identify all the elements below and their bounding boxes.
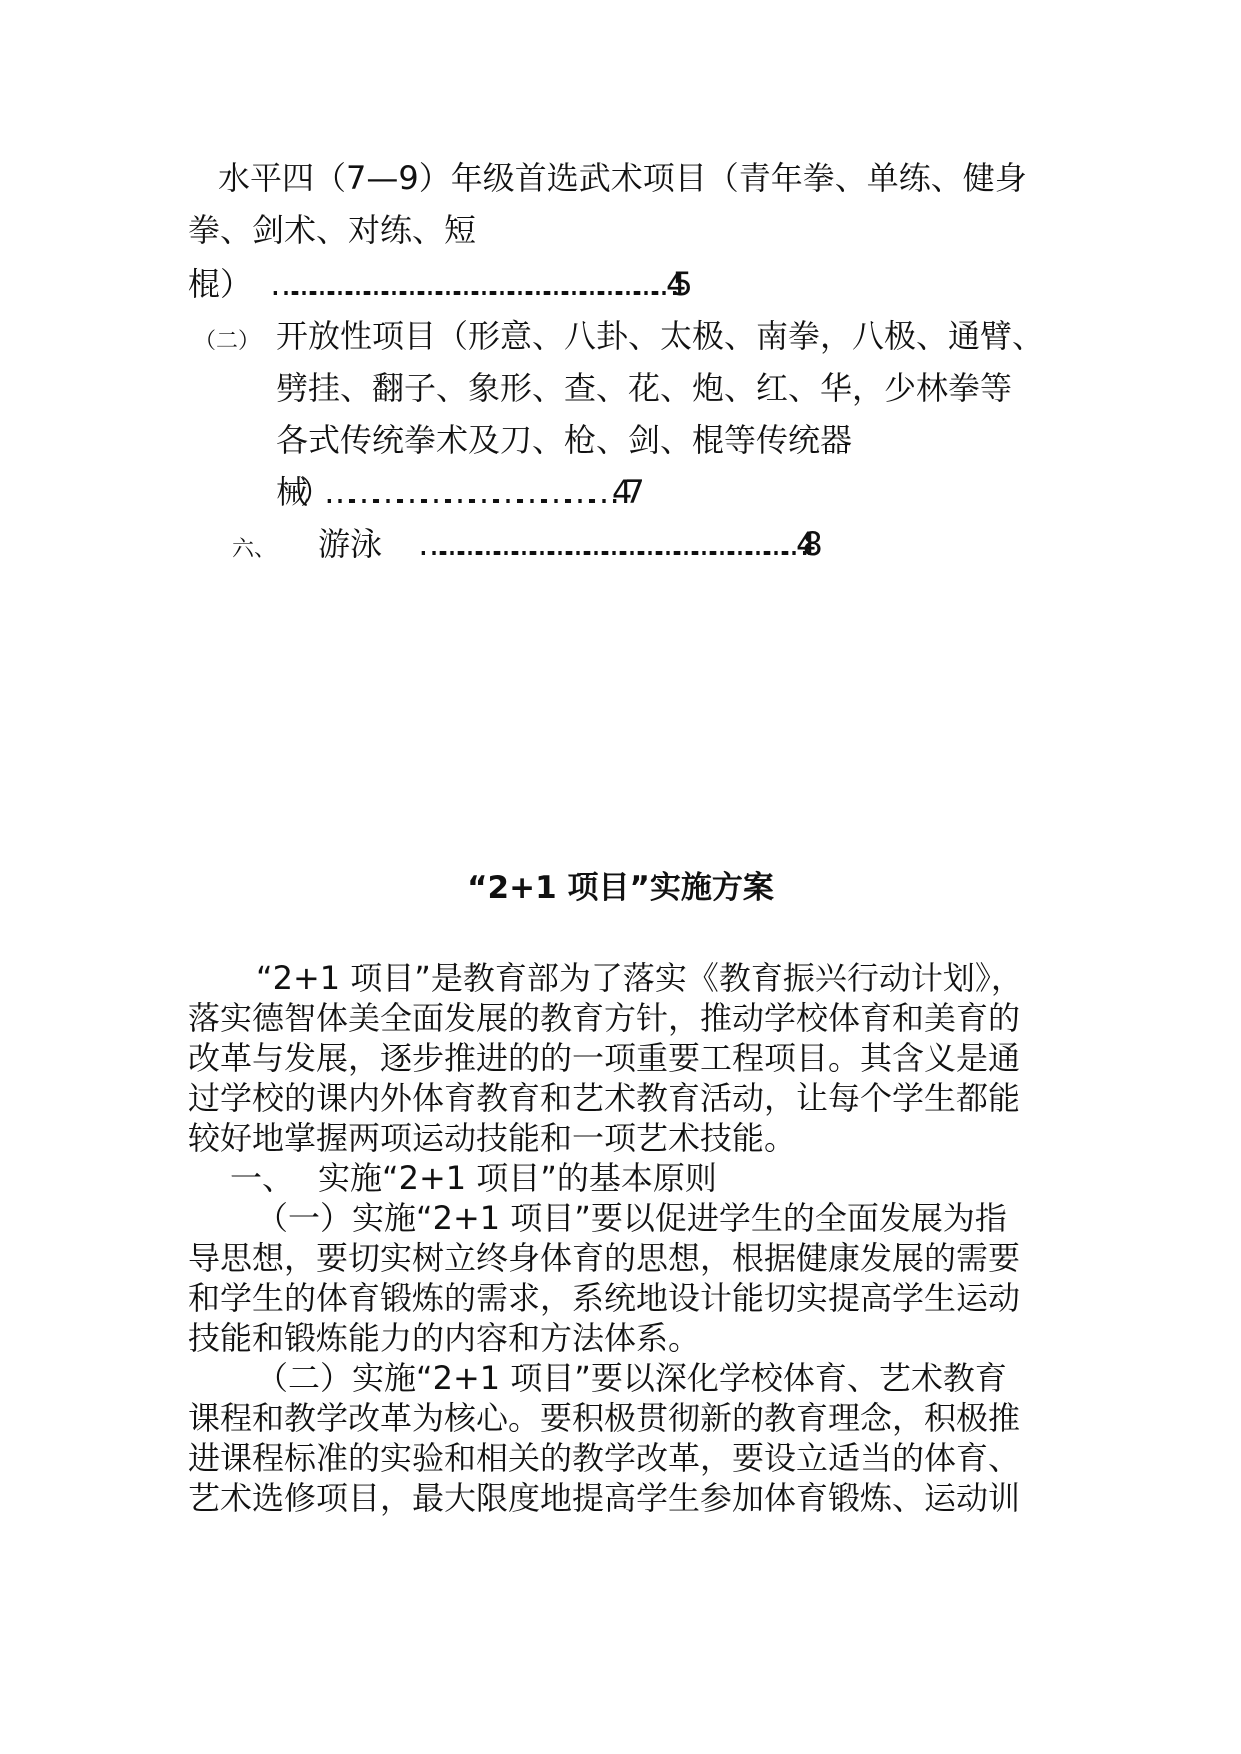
para-3-line-1: （二）实施“2+1 项目”要以深化学校体育、艺术教育 xyxy=(256,1359,1007,1397)
toc-entry-3-leader: ………………………………………………………48 xyxy=(418,525,809,563)
toc-entry-2-marker: （二） xyxy=(194,329,261,354)
para-1-line-3: 改革与发展，逐步推进的的一项重要工程项目。其含义是通 xyxy=(188,1039,1021,1077)
para-2-line-3: 和学生的体育锻炼的需求，系统地设计能切实提高学生运动 xyxy=(188,1279,1021,1317)
document-title: “2+1 项目”实施方案 xyxy=(467,870,774,906)
toc-entry-2-line-3: 各式传统拳术及刀、枪、剑、棍等传统器 xyxy=(276,421,853,459)
para-3-line-3: 进课程标准的实验和相关的教学改革，要设立适当的体育、 xyxy=(188,1439,1021,1477)
toc-entry-2-line-1: 开放性项目（形意、八卦、太极、南拳，八极、通臂、 xyxy=(276,317,1045,355)
toc-entry-2-line-4: 械）………………………………47 xyxy=(276,473,637,511)
section-heading: 实施“2+1 项目”的基本原则 xyxy=(318,1159,717,1197)
para-2-line-4: 技能和锻炼能力的内容和方法体系。 xyxy=(188,1319,701,1357)
para-1-line-1: “2+1 项目”是教育部为了落实《教育振兴行动计划》， xyxy=(256,959,1023,997)
section-heading-marker: 一、 xyxy=(230,1159,295,1197)
toc-entry-3-text: 游泳 xyxy=(318,525,383,563)
toc-entry-3-marker: 六、 xyxy=(232,537,277,562)
toc-entry-1-line-2: 拳、剑术、对练、短 xyxy=(188,211,477,249)
para-2-line-1: （一）实施“2+1 项目”要以促进学生的全面发展为指 xyxy=(256,1199,1007,1237)
toc-entry-1-line-1: 水平四（7—9）年级首选武术项目（青年拳、单练、健身 xyxy=(218,159,1027,197)
toc-entry-1-line-3: 棍） xyxy=(188,265,253,303)
toc-entry-2-line-2: 劈挂、翻子、象形、查、花、炮、红、华，少林拳等 xyxy=(276,369,1013,407)
para-1-line-2: 落实德智体美全面发展的教育方针，推动学校体育和美育的 xyxy=(188,999,1021,1037)
para-3-line-4: 艺术选修项目，最大限度地提高学生参加体育锻炼、运动训 xyxy=(188,1479,1021,1517)
para-1-line-5: 较好地掌握两项运动技能和一项艺术技能。 xyxy=(188,1119,797,1157)
para-3-line-2: 课程和教学改革为核心。要积极贯彻新的教育理念，积极推 xyxy=(188,1399,1021,1437)
para-1-line-4: 过学校的课内外体育教育和艺术教育活动，让每个学生都能 xyxy=(188,1079,1021,1117)
toc-entry-1-leader: …………………………………………………………45 xyxy=(270,265,679,303)
para-2-line-2: 导思想，要切实树立终身体育的思想，根据健康发展的需要 xyxy=(188,1239,1021,1277)
